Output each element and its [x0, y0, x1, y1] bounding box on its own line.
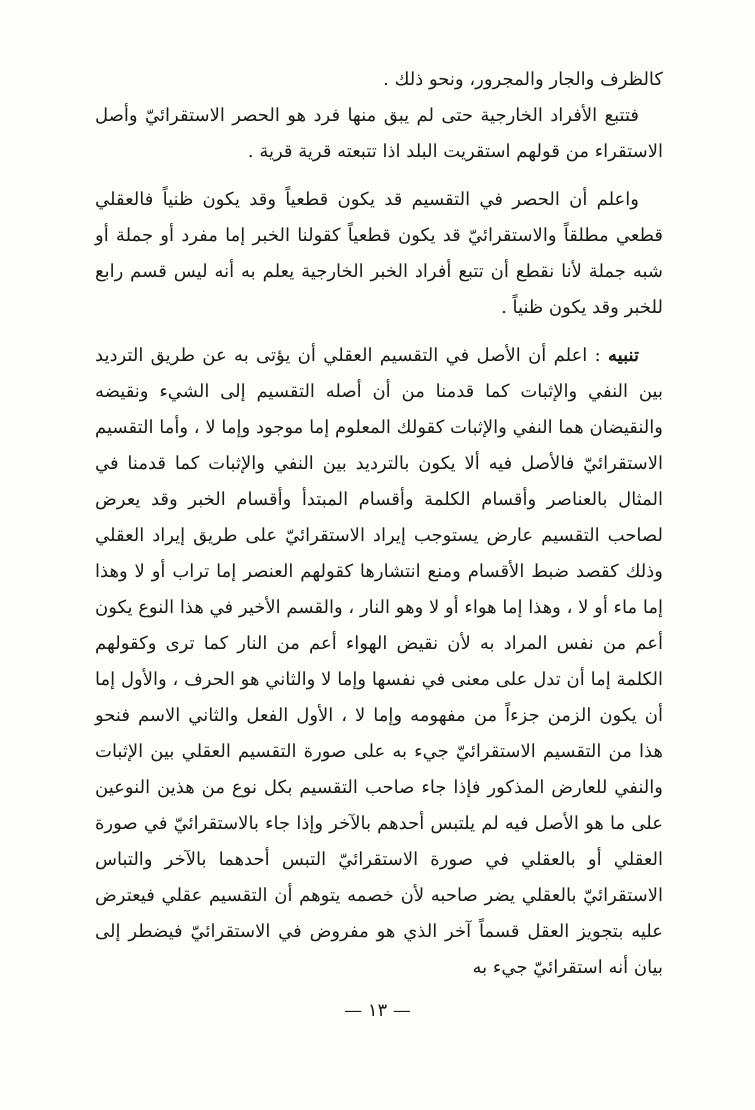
note-text: : اعلم أن الأصل في التقسيم العقلي أن يؤتى به عن طريق الترديد بين النفي والإثبات كما قدمنا من أن أصله التقسيم إلى الشيء ونقيضه والنقيضان هما النفي والإثبات كقولك المعلوم إما موجود وإما لا ، وأما التقسيم الاستقرائيّ فالأصل فيه ألا يكون بالترديد بين النفي والإثبات كما قدمنا في المثال بالعناصر وأقسام الكلمة وأقسام المبتدأ وأقسام الخبر وقد يعرض لصاحب التقسيم عارض يستوجب إيراد الاستقرائيّ على طريق إيراد العقلي وذلك كقصد ضبط الأقسام ومنع انتشارها كقولهم العنصر إما تراب أو لا وهذا إما ماء أو لا ، وهذا إما هواء أو لا وهو النار ، والقسم الأخير في هذا النوع يكون أعم من نفس المراد به لأن نقيض الهواء أعم من النار كما ترى وكقولهم الكلمة إما أن تدل على معنى في نفسها وإما لا والثاني هو الحرف ، والأول إما أن يكون الزمن جزءاً من مفهومه وإما لا ، الأول الفعل والثاني الاسم فنحو هذا من التقسيم الاستقرائيّ جيء به على صورة التقسيم العقلي بين الإثبات والنفي للعارض المذكور فإذا جاء صاحب التقسيم بكل نوع من هذين النوعين على ما هو الأصل فيه لم يلتبس أحدهم بالآخر وإذا جاء بالاستقرائيّ في صورة العقلي أو بالعقلي في صورة الاستقرائيّ التبس أحدهما بالآخر والتباس الاستقرائيّ بالعقلي يضر صاحبه لأن خصمه يتوهم أن التقسيم عقلي فيعترض عليه بتجويز العقل قسماً آخر الذي هو مفروض في الاستقرائيّ فيضطر إلى بيان أنه استقرائيّ جيء به [95, 345, 663, 978]
note-label: تنبيه [608, 345, 639, 366]
paragraph-4 [95, 338, 663, 986]
paragraph-2: فتتبع الأفراد الخارجية حتى لم يبق منها فرد هو الحصر الاستقرائيّ وأصل الاستقراء من قولهم استقريت البلد اذا تتبعته قرية قرية . [95, 105, 663, 162]
paragraph-3: واعلم أن الحصر في التقسيم قد يكون قطعياً وقد يكون ظنياً فالعقلي قطعي مطلقاً والاستقرائيّ قد يكون قطعياً كقولنا الخبر إما مفرد أو جملة أو شبه جملة لأنا نقطع أن تتبع أفراد الخبر الخارجية يعلم به أنه ليس قسم رابع للخبر وقد يكون ظنياً . [95, 189, 663, 318]
page-number: — ١٣ — [344, 1000, 411, 1021]
paragraph-1: كالظرف والجار والمجرور، ونحو ذلك . [383, 69, 663, 90]
paragraph-gap [95, 326, 663, 338]
page-body [95, 62, 663, 986]
paragraph-gap [95, 170, 663, 182]
